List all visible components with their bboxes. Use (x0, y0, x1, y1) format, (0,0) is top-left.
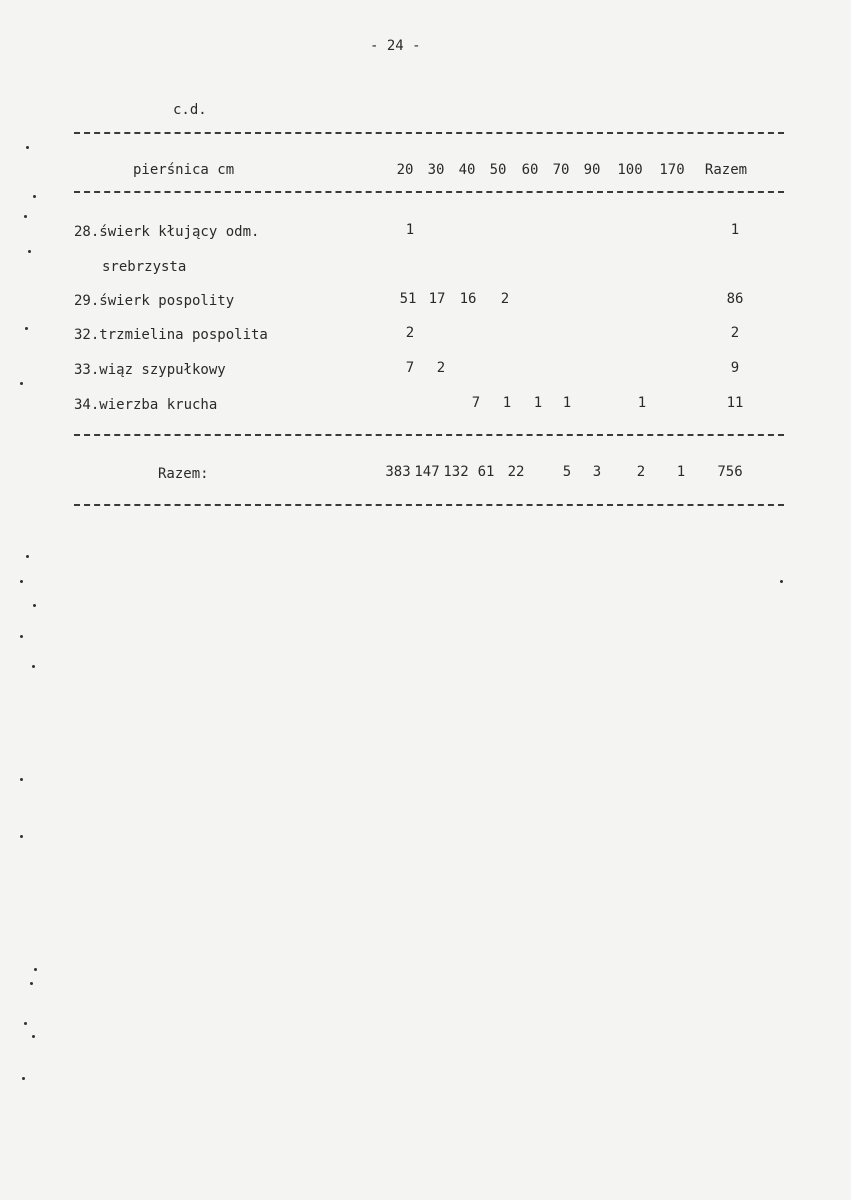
table-cell: 2 (405, 325, 415, 341)
table-rule-total (74, 434, 784, 436)
col-header: 70 (552, 162, 570, 178)
total-cell: 132 (443, 464, 469, 480)
scan-speck (33, 195, 36, 198)
table-cell: 1 (502, 395, 512, 411)
row-label: 33.wiąz szypułkowy (74, 362, 226, 378)
scan-speck (780, 580, 783, 583)
col-header: 60 (521, 162, 539, 178)
col-header: 40 (458, 162, 476, 178)
scan-speck (24, 1022, 27, 1025)
scan-speck (33, 604, 36, 607)
total-label: Razem: (158, 466, 209, 482)
table-cell: 1 (533, 395, 543, 411)
table-rule-bottom (74, 504, 784, 506)
header-label: pierśnica cm (133, 162, 235, 178)
total-cell: 756 (717, 464, 743, 480)
scan-speck (20, 382, 23, 385)
scan-speck (20, 778, 23, 781)
table-cell: 11 (726, 395, 744, 411)
row-label: 29.świerk pospolity (74, 293, 235, 309)
scan-speck (32, 665, 35, 668)
table-cell: 7 (471, 395, 481, 411)
scan-speck (24, 215, 27, 218)
table-cell: 16 (459, 291, 477, 307)
page-number: - 24 - (370, 38, 421, 54)
scan-speck (25, 327, 28, 330)
scan-speck (32, 1035, 35, 1038)
total-cell: 61 (477, 464, 495, 480)
total-cell: 22 (507, 464, 525, 480)
continuation-mark: c.d. (173, 102, 207, 118)
table-cell: 2 (730, 325, 740, 341)
row-label: 34.wierzba krucha (74, 397, 218, 413)
col-header: 90 (583, 162, 601, 178)
table-cell: 86 (726, 291, 744, 307)
scan-speck (22, 1077, 25, 1080)
row-label: 28.świerk kłujący odm. (74, 224, 260, 240)
total-cell: 147 (414, 464, 440, 480)
col-header: 50 (489, 162, 507, 178)
table-cell: 7 (405, 360, 415, 376)
col-header: 170 (659, 162, 685, 178)
row-label: srebrzysta (102, 259, 187, 275)
total-cell: 5 (562, 464, 572, 480)
table-cell: 1 (562, 395, 572, 411)
row-label: 32.trzmielina pospolita (74, 327, 268, 343)
col-header: 30 (427, 162, 445, 178)
col-header: 100 (617, 162, 643, 178)
scan-speck (30, 982, 33, 985)
table-cell: 1 (637, 395, 647, 411)
col-header: 20 (396, 162, 414, 178)
table-cell: 51 (399, 291, 417, 307)
col-header-total: Razem (704, 162, 748, 178)
scan-speck (20, 835, 23, 838)
scan-speck (26, 555, 29, 558)
total-cell: 2 (636, 464, 646, 480)
table-cell: 1 (730, 222, 740, 238)
total-cell: 1 (676, 464, 686, 480)
table-rule-header (74, 191, 784, 193)
scan-speck (20, 580, 23, 583)
scan-speck (28, 250, 31, 253)
table-cell: 9 (730, 360, 740, 376)
scan-speck (26, 146, 29, 149)
scan-speck (20, 635, 23, 638)
table-cell: 2 (436, 360, 446, 376)
table-cell: 1 (405, 222, 415, 238)
table-rule-top (74, 132, 784, 134)
table-cell: 17 (428, 291, 446, 307)
total-cell: 3 (592, 464, 602, 480)
table-cell: 2 (500, 291, 510, 307)
scan-speck (34, 968, 37, 971)
total-cell: 383 (385, 464, 411, 480)
